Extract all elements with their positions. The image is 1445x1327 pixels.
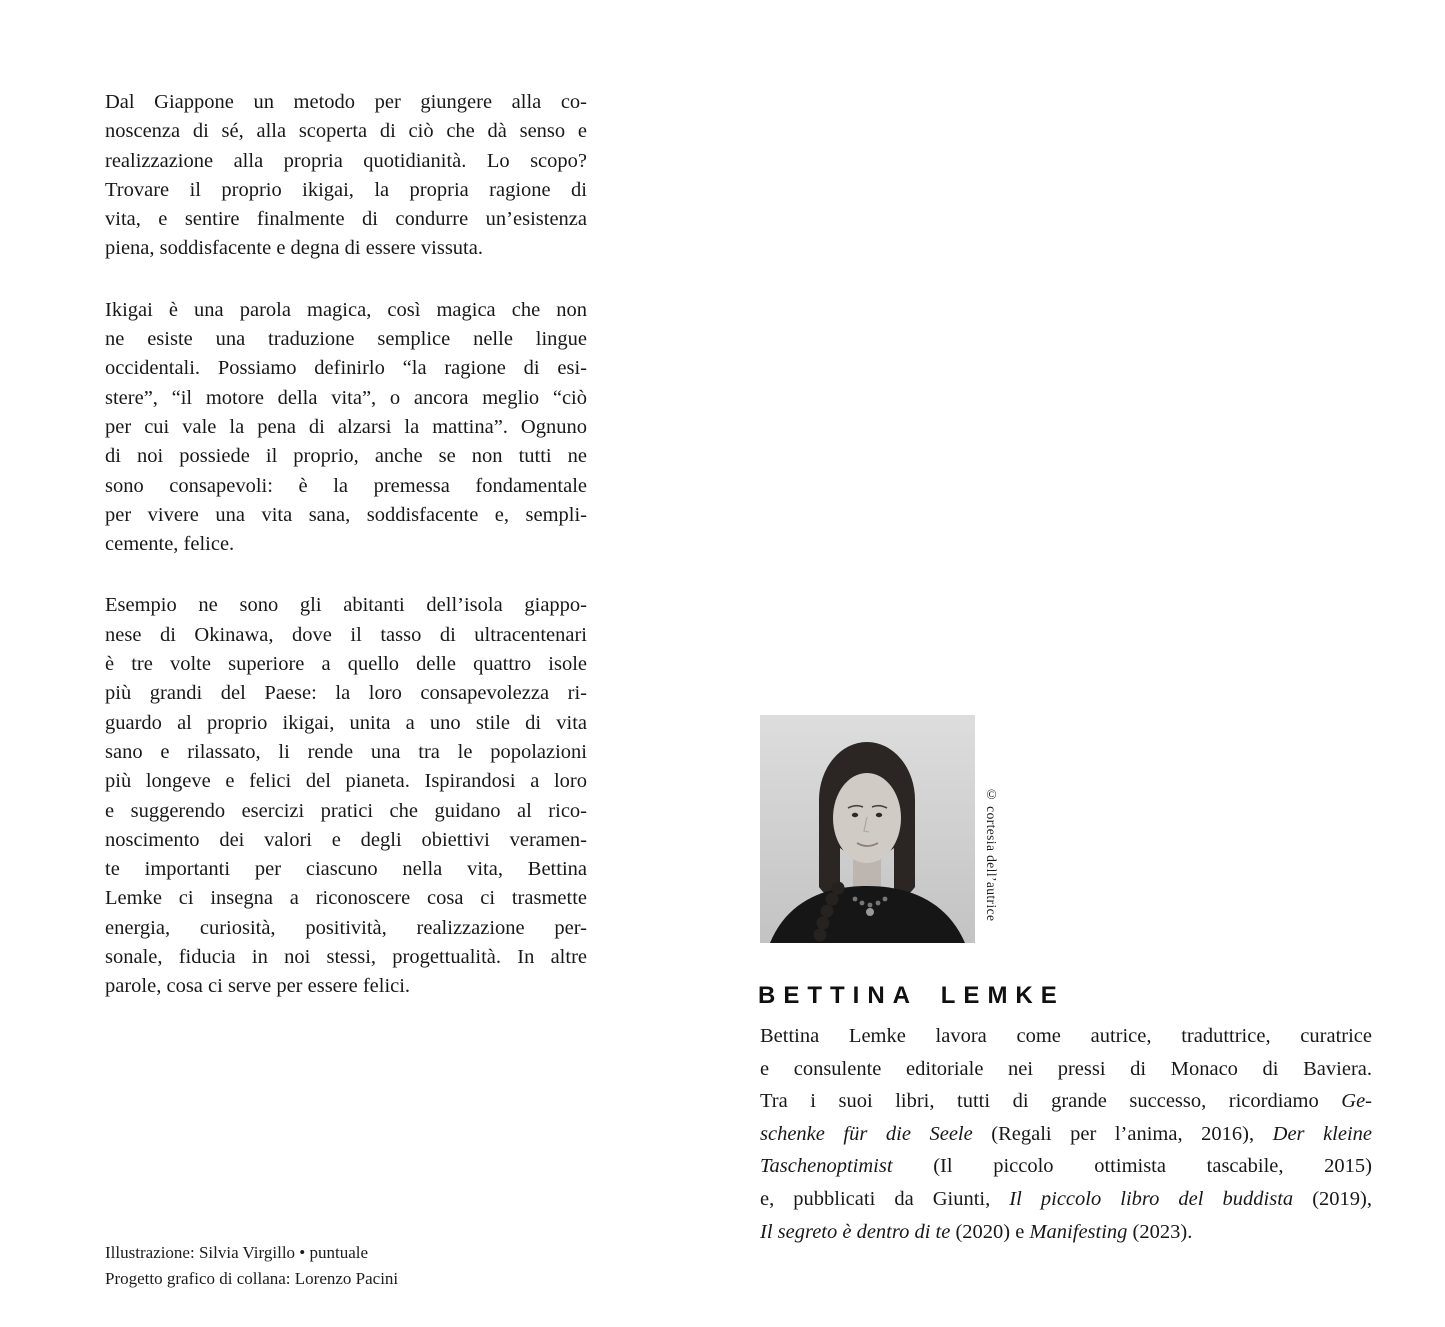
text-run: Der kleine	[1272, 1122, 1373, 1145]
text-run: parole, cosa ci serve per essere felici.	[105, 975, 411, 998]
text-line	[105, 88, 587, 117]
text-line	[105, 914, 587, 943]
text-run: piena, soddisfacente e degna di essere vissuta.	[105, 237, 483, 260]
text-run: ne esiste una traduzione semplice nelle lingue	[105, 328, 587, 351]
text-run: guardo al proprio ikigai, unita a uno stile di vita	[105, 711, 587, 734]
text-line	[105, 325, 587, 354]
text-run: noscimento dei valori e degli obiettivi veramen-	[105, 828, 587, 851]
text-run: (Il piccolo ottimista tascabile, 2015)	[892, 1155, 1372, 1178]
text-line	[760, 1183, 1372, 1216]
text-run: (2019),	[1293, 1187, 1372, 1210]
text-line	[105, 472, 587, 501]
text-run: Lemke ci insegna a riconoscere cosa ci trasmette	[105, 887, 587, 910]
text-run: sano e rilassato, li rende una tra le popolazioni	[105, 740, 587, 763]
text-line	[105, 767, 587, 796]
text-run: per cui vale la pena di alzarsi la mattina”. Ognuno	[105, 415, 587, 438]
text-line	[105, 826, 587, 855]
body-paragraph-1	[105, 88, 587, 264]
text-line	[760, 1020, 1372, 1053]
text-run: per vivere una vita sana, soddisfacente e, sempli-	[105, 503, 587, 526]
text-run: noscenza di sé, alla scoperta di ciò che dà senso e	[105, 120, 587, 143]
text-run: te importanti per ciascuno nella vita, Bettina	[105, 858, 587, 881]
text-line	[105, 972, 587, 1001]
text-run: occidentali. Possiamo definirlo “la ragione di esi-	[105, 357, 587, 380]
text-run: Ikigai è una parola magica, così magica che non	[105, 298, 587, 321]
text-line	[760, 1216, 1372, 1249]
text-run: più grandi del Paese: la loro consapevolezza ri-	[105, 682, 587, 705]
text-run: più longeve e felici del pianeta. Ispirandosi a loro	[105, 770, 587, 793]
text-run: e suggerendo esercizi pratici che guidano al rico-	[105, 799, 587, 822]
text-line	[105, 709, 587, 738]
text-line	[105, 442, 587, 471]
text-run: energia, curiosità, positività, realizzazione per-	[105, 916, 587, 939]
text-line	[105, 147, 587, 176]
text-run: realizzazione alla propria quotidianità. Lo scopo?	[105, 149, 587, 172]
text-run: Manifesting	[1029, 1220, 1128, 1243]
text-line	[105, 501, 587, 530]
text-run: sono consapevoli: è la premessa fondamentale	[105, 474, 587, 497]
text-run: sonale, fiducia in noi stessi, progettualità. In altre	[105, 946, 587, 969]
text-run: Esempio ne sono gli abitanti dell’isola giappo-	[105, 594, 587, 617]
text-line	[760, 1118, 1372, 1151]
design-credit: Progetto grafico di collana: Lorenzo Pacini	[105, 1269, 399, 1288]
text-run: Trovare il proprio ikigai, la propria ragione di	[105, 178, 587, 201]
text-line	[105, 176, 587, 205]
author-bio	[760, 1020, 1372, 1248]
credits-block	[105, 1240, 398, 1292]
text-run: (2020) e	[950, 1220, 1030, 1243]
text-run: stere”, “il motore della vita”, o ancora meglio “ciò	[105, 386, 587, 409]
text-line	[760, 1053, 1372, 1086]
text-run: di noi possiede il proprio, anche se non tutti ne	[105, 445, 587, 468]
text-line	[105, 738, 587, 767]
text-line	[105, 797, 587, 826]
text-run: Ge-	[1341, 1090, 1372, 1113]
text-run: nese di Okinawa, dove il tasso di ultracentenari	[105, 623, 587, 646]
text-line	[105, 296, 587, 325]
text-run: è tre volte superiore a quello delle quattro isole	[105, 653, 587, 676]
author-name-heading: BETTINA LEMKE	[758, 982, 1065, 1009]
text-line	[105, 884, 587, 913]
text-line	[105, 679, 587, 708]
text-line	[105, 621, 587, 650]
text-line	[105, 413, 587, 442]
text-line	[105, 650, 587, 679]
text-line	[105, 354, 587, 383]
text-run: vita, e sentire finalmente di condurre un’esistenza	[105, 208, 587, 231]
text-line	[105, 530, 587, 559]
text-run: e, pubblicati da Giunti,	[760, 1187, 1010, 1210]
text-line	[760, 1085, 1372, 1118]
text-run: schenke für die Seele	[760, 1122, 973, 1145]
text-run: Bettina Lemke lavora come autrice, traduttrice, curatrice	[760, 1025, 1372, 1047]
text-line	[105, 205, 587, 234]
body-paragraph-2	[105, 296, 587, 560]
text-line	[105, 384, 587, 413]
text-line	[105, 943, 587, 972]
text-line	[105, 117, 587, 146]
text-run: e consulente editoriale nei pressi di Monaco di Baviera.	[760, 1057, 1372, 1080]
body-paragraph-3	[105, 591, 587, 1001]
author-portrait-illustration	[760, 715, 975, 943]
author-photo	[760, 715, 975, 943]
text-line	[105, 591, 587, 620]
text-line	[105, 855, 587, 884]
text-run: Il piccolo libro del buddista	[1009, 1187, 1294, 1210]
text-run: Tra i suoi libri, tutti di grande successo, ricordiamo	[760, 1090, 1342, 1113]
illustration-credit: Illustrazione: Silvia Virgillo • puntuale	[105, 1243, 369, 1262]
text-run: Dal Giappone un metodo per giungere alla co-	[105, 91, 587, 113]
text-run: Il segreto è dentro di te	[760, 1220, 951, 1243]
text-line	[760, 1150, 1372, 1183]
text-line	[105, 234, 587, 263]
left-text-column	[105, 88, 587, 1034]
text-run: (Regali per l’anima, 2016),	[972, 1122, 1273, 1145]
text-run: (2023).	[1127, 1220, 1193, 1243]
text-run: Taschenoptimist	[760, 1155, 893, 1178]
photo-credit: © cortesia dell’autrice	[984, 787, 999, 922]
text-run: cemente, felice.	[105, 533, 235, 556]
